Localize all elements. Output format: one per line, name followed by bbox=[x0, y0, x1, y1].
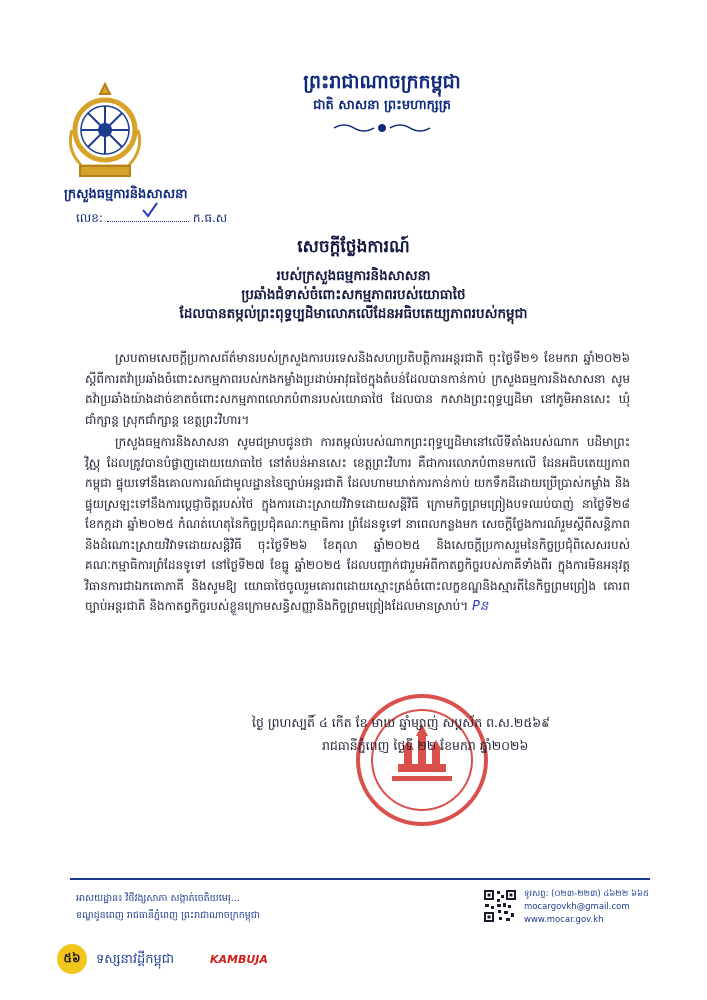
statement-title: សេចក្តីថ្លែងការណ៍ bbox=[297, 237, 410, 257]
ref-label: លេខ: bbox=[76, 211, 103, 225]
magazine-name: ទស្សនាវដ្តីកម្ពុជា bbox=[96, 952, 175, 967]
statement-body bbox=[85, 348, 630, 618]
footer-email: mocargovkh@gmail.com bbox=[524, 902, 630, 912]
qr-code-icon bbox=[483, 889, 517, 923]
ref-number-line bbox=[107, 209, 189, 222]
paragraph-2-text: ក្រសួងធម្មការនិងសាសនា សូមជម្រាបជូនថា ការតម្កល់របស់ណាកព្រះពុទ្ធប្បដិមានៅលើទីតាំងរបស់ណាក បដិមាព្រះវិស្ណុ ដែលត្រូវបានបំផ្លាញដោយយោធាថៃ នៅតំបន់អានសេះ ខេត្តព្រះវិហារ គឺជាការលោភបំពានមកលើ ដែនអធិបតេយ្យភាពកម្ពុជា ផ្ទុយទៅនឹងគោលការណ៍ជាមូលដ្ឋាននៃច្បាប់អន្តរជាតិ ដែលហាមឃាត់ការកាន់កាប់ យកទឹកដីដោយប្រើប្រាស់កម្លាំង និងផ្ទុយស្រឡះទៅនឹងការប្តេជ្ញាចិត្តរបស់ថៃ ក្នុងការដោះស្រាយវិវាទដោយសន្តិវិធី ក្រោមកិច្ចព្រមព្រៀងបទឈប់បាញ់ នាថ្ងៃទី២៨ ខែកក្កដា ឆ្នាំ២០២៥ កំណត់ហេតុនៃកិច្ចប្រជុំគណៈកម្មាធិការ ព្រំដែនទូទៅ នាពេលកន្លងមក សេចក្តីថ្លែងការណ៍រួមស្តីពីសន្តិភាពនិងដំណោះស្រាយវិវាទដោយសន្តិវិធី ចុះថ្ងៃទី២៦ ខែតុលា ឆ្នាំ២០២៥ និងសេចក្តីប្រកាសរួមនៃកិច្ចប្រជុំពិសេសរបស់គណៈកម្មាធិការព្រំដែនទូទៅ នៅថ្ងៃទី២៧ ខែធ្នូ ឆ្នាំ២០២៥ ដែលបញ្ជាក់ជារួមអំពីកាតព្វកិច្ចរបស់ភាគីទាំងពីរ ក្នុងការមិនអនុវត្តវិធានការជាឯកតោភាគី និងសូមឱ្យ យោធាថៃចូលរួមគោរពដោយស្មោះត្រង់ចំពោះលក្ខខណ្ឌនិងស្មារតីនៃកិច្ចព្រមព្រៀង គោរពច្បាប់អន្តរជាតិ និងកាតព្វកិច្ចរបស់ខ្លួនក្រោមសន្ធិសញ្ញានិងកិច្ចព្រមព្រៀងដែលមានស្រាប់។ bbox=[85, 435, 630, 613]
title-line-1: របស់ក្រសួងធម្មការនិងសាសនា bbox=[276, 268, 431, 284]
handwritten-initials: Pន bbox=[471, 599, 489, 614]
magazine-brand: KAMBUJA bbox=[210, 953, 268, 966]
dharma-wheel-emblem bbox=[60, 80, 150, 180]
page-number-badge: ៥៦ bbox=[57, 944, 87, 974]
decorative-ornament bbox=[330, 121, 434, 135]
paragraph-2 bbox=[85, 432, 630, 618]
footer-phone: ទូរសព្ទ: (០២៣-២២៣) ៤៦២២ ៦៦៥ bbox=[524, 889, 650, 899]
title-line-2: ប្រឆាំងជំទាស់ចំពោះសកម្មភាពរបស់យោធាថៃ bbox=[241, 287, 466, 303]
ministry-name: ក្រសួងធម្មការនិងសាសនា bbox=[64, 187, 188, 202]
paragraph-1: ស្របតាមសេចក្តីប្រកាសព័ត៌មានរបស់ក្រសួងការបរទេសនិងសហប្រតិបត្តិការអន្តរជាតិ ចុះថ្ងៃទី២១ ខែមករា ឆ្នាំ២០២៦ ស្តីពីការតវ៉ាប្រឆាំងចំពោះសកម្មភាពរបស់កងកម្លាំងប្រដាប់អាវុធថៃក្នុងតំបន់ដែលបានកាន់កាប់ ក្រសួងធម្មការនិងសាសនា សូមតវ៉ាប្រឆាំងយ៉ាងដាច់ខាតចំពោះសកម្មភាពលោភបំពានរបស់យោធាថៃ ដែលបាន កសាងព្រះពុទ្ធប្បដិមា នៅភូមិអានសេះ ឃុំជាំក្សាន្ត ស្រុកជាំក្សាន្ត ខេត្តព្រះវិហារ។ bbox=[85, 351, 630, 427]
national-motto: ជាតិ សាសនា ព្រះមហាក្សត្រ bbox=[313, 98, 451, 113]
footer-address-line-2: ខណ្ឌដូនពេញ រាជធានីភ្នំពេញ ព្រះរាជាណាចក្រកម្ពុជា bbox=[76, 910, 260, 921]
ref-suffix: ក.ធ.ស bbox=[192, 211, 228, 225]
kingdom-title: ព្រះរាជាណាចក្រកម្ពុជា bbox=[303, 71, 461, 93]
footer-website: www.mocar.gov.kh bbox=[524, 915, 604, 925]
handwritten-tick-icon bbox=[141, 201, 159, 219]
title-line-3: ដែលបានតម្កល់ព្រះពុទ្ធប្បដិមាលោភលើដែនអធិបតេយ្យភាពរបស់កម្ពុជា bbox=[179, 306, 528, 322]
lunar-date: ថ្ងៃ ព្រហស្បតិ៍ ៤ កើត ខែ មាឃ ឆ្នាំម្សាញ់ សប្តស័ក ព.ស.២៥៦៩ bbox=[252, 715, 550, 730]
reference-number bbox=[76, 209, 227, 228]
footer-divider bbox=[70, 878, 650, 880]
statement-titles bbox=[60, 236, 647, 324]
footer-address-line-1: អាសយដ្ឋាន៖ វិថីវង្សសាភា សង្កាត់ចេតិយមេរុ... bbox=[76, 893, 240, 904]
ministry-seal bbox=[352, 690, 492, 830]
solar-date: រាជធានីភ្នំពេញ ថ្ងៃទី ២២ ខែមករា ឆ្នាំ២០២៦ bbox=[322, 738, 529, 753]
